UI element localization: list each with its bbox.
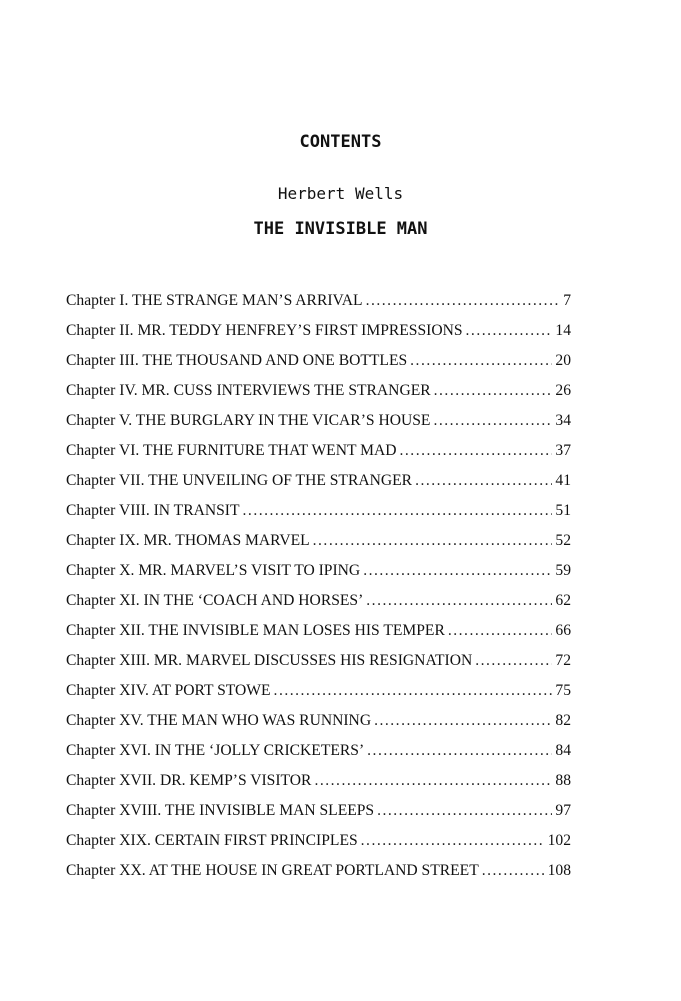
toc-page-number: 66: [555, 622, 571, 639]
toc-page-number: 34: [555, 412, 571, 429]
toc-page-number: 84: [555, 742, 571, 759]
toc-dot-leader: [400, 436, 553, 466]
toc-entry: [66, 796, 571, 826]
toc-page-number: 20: [555, 352, 571, 369]
toc-entry: [66, 436, 571, 466]
toc-dot-leader: [377, 796, 552, 826]
toc-page-number: 52: [555, 532, 571, 549]
toc-page-number: 82: [555, 712, 571, 729]
toc-entry: [66, 526, 571, 556]
toc-dot-leader: [410, 346, 552, 376]
toc-entry: [66, 556, 571, 586]
toc-entry: [66, 736, 571, 766]
toc-chapter-label: Chapter VIII. IN TRANSIT: [66, 502, 240, 519]
toc-page-number: 14: [555, 322, 571, 339]
toc-entry: [66, 766, 571, 796]
toc-page-number: 75: [555, 682, 571, 699]
toc-chapter-label: Chapter V. THE BURGLARY IN THE VICAR’S HOUSE: [66, 412, 431, 429]
toc-page-number: 88: [555, 772, 571, 789]
toc-page-number: 37: [555, 442, 571, 459]
toc-entry: [66, 586, 571, 616]
toc-dot-leader: [363, 556, 552, 586]
toc-chapter-label: Chapter XII. THE INVISIBLE MAN LOSES HIS TEMPER: [66, 622, 445, 639]
toc-page-number: 51: [555, 502, 571, 519]
contents-heading: CONTENTS: [299, 132, 382, 152]
author-name: Herbert Wells: [277, 184, 404, 203]
toc-entry: [66, 646, 571, 676]
toc-dot-leader: [367, 736, 552, 766]
toc-entry: [66, 856, 571, 886]
toc-entry: [66, 676, 571, 706]
toc-dot-leader: [466, 316, 553, 346]
toc-dot-leader: [434, 376, 553, 406]
toc-entry: [66, 496, 571, 526]
toc-entry: [66, 346, 571, 376]
toc-chapter-label: Chapter XVI. IN THE ‘JOLLY CRICKETERS’: [66, 742, 365, 759]
toc-chapter-label: Chapter XV. THE MAN WHO WAS RUNNING: [66, 712, 372, 729]
toc-chapter-label: Chapter IV. MR. CUSS INTERVIEWS THE STRANGER: [66, 382, 431, 399]
toc-entry: [66, 616, 571, 646]
toc-dot-leader: [274, 676, 553, 706]
toc-dot-leader: [313, 526, 553, 556]
toc-chapter-label: Chapter I. THE STRANGE MAN’S ARRIVAL: [66, 292, 363, 309]
toc-dot-leader: [482, 856, 545, 886]
toc-entry: [66, 316, 571, 346]
toc-dot-leader: [415, 466, 552, 496]
toc-page-number: 108: [547, 862, 571, 879]
toc-page-number: 102: [547, 832, 571, 849]
toc-page-number: 59: [555, 562, 571, 579]
toc-entry: [66, 466, 571, 496]
toc-page-number: 41: [555, 472, 571, 489]
toc-chapter-label: Chapter II. MR. TEDDY HENFREY’S FIRST IMPRESSIONS: [66, 322, 463, 339]
toc-dot-leader: [448, 616, 553, 646]
toc-page-number: 97: [555, 802, 571, 819]
table-of-contents: [66, 286, 571, 886]
toc-chapter-label: Chapter XI. IN THE ‘COACH AND HORSES’: [66, 592, 364, 609]
toc-entry: [66, 286, 571, 316]
toc-dot-leader: [433, 406, 552, 436]
toc-dot-leader: [361, 826, 545, 856]
toc-chapter-label: Chapter III. THE THOUSAND AND ONE BOTTLES: [66, 352, 408, 369]
book-title: THE INVISIBLE MAN: [253, 219, 428, 239]
toc-chapter-label: Chapter XX. AT THE HOUSE IN GREAT PORTLAND STREET: [66, 862, 479, 879]
toc-chapter-label: Chapter XIV. AT PORT STOWE: [66, 682, 271, 699]
toc-page-number: 62: [555, 592, 571, 609]
toc-entry: [66, 826, 571, 856]
toc-entry: [66, 706, 571, 736]
toc-dot-leader: [475, 646, 552, 676]
toc-entry: [66, 376, 571, 406]
toc-dot-leader: [374, 706, 552, 736]
toc-entry: [66, 406, 571, 436]
toc-page-number: 26: [555, 382, 571, 399]
toc-dot-leader: [366, 586, 552, 616]
toc-chapter-label: Chapter XVIII. THE INVISIBLE MAN SLEEPS: [66, 802, 375, 819]
toc-chapter-label: Chapter IX. MR. THOMAS MARVEL: [66, 532, 310, 549]
toc-chapter-label: Chapter VII. THE UNVEILING OF THE STRANGER: [66, 472, 413, 489]
toc-page-number: 72: [555, 652, 571, 669]
toc-dot-leader: [243, 496, 553, 526]
toc-dot-leader: [366, 286, 561, 316]
toc-chapter-label: Chapter XVII. DR. KEMP’S VISITOR: [66, 772, 312, 789]
toc-chapter-label: Chapter XIII. MR. MARVEL DISCUSSES HIS RESIGNATION: [66, 652, 473, 669]
toc-chapter-label: Chapter VI. THE FURNITURE THAT WENT MAD: [66, 442, 397, 459]
toc-page-number: 7: [563, 292, 571, 309]
toc-chapter-label: Chapter X. MR. MARVEL’S VISIT TO IPING: [66, 562, 361, 579]
toc-dot-leader: [314, 766, 552, 796]
toc-chapter-label: Chapter XIX. CERTAIN FIRST PRINCIPLES: [66, 832, 358, 849]
